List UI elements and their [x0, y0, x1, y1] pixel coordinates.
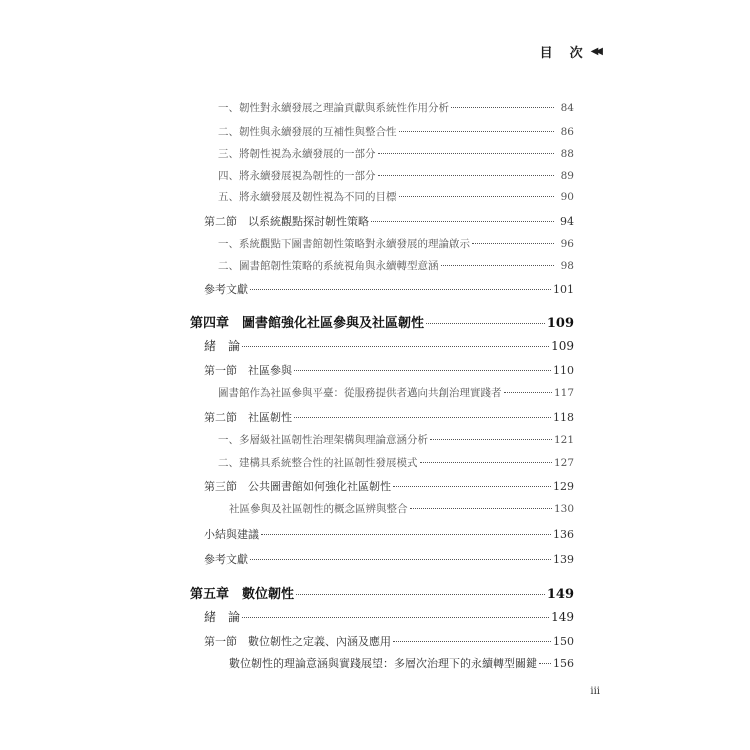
toc-entry-page: 98 [560, 260, 574, 272]
toc-entry-label: 五、將永續發展及韌性視為不同的目標 [218, 191, 397, 203]
toc-leader-dots [539, 663, 551, 664]
toc-entry[interactable] [218, 146, 574, 161]
toc-entry-label: 小結與建議 [204, 528, 259, 541]
toc-entry[interactable] [218, 432, 574, 447]
toc-entry-label: 二、圖書館韌性策略的系統視角與永續轉型意涵 [218, 260, 439, 272]
toc-entry-label: 第一節 數位韌性之定義、內涵及應用 [204, 635, 391, 648]
toc-leader-dots [451, 107, 554, 108]
toc-entry[interactable] [218, 168, 574, 183]
toc-entry[interactable] [218, 455, 574, 470]
toc-entry-label: 緒 論 [204, 610, 241, 624]
toc-entry-page: 129 [553, 480, 574, 493]
toc-entry-page: 136 [553, 528, 574, 541]
toc-leader-dots [378, 175, 555, 176]
toc-leader-dots [441, 265, 555, 266]
toc-entry[interactable] [218, 189, 574, 204]
toc-entry-page: 94 [560, 215, 574, 228]
toc-leader-dots [250, 289, 551, 290]
toc-entry-page: 110 [553, 364, 574, 377]
toc-leader-dots [426, 323, 545, 324]
toc-entry[interactable] [218, 124, 574, 139]
toc-entry-label: 四、將永續發展視為韌性的一部分 [218, 170, 376, 182]
toc-entry[interactable] [204, 337, 574, 354]
toc-leader-dots [242, 617, 549, 618]
toc-entry-label: 參考文獻 [204, 553, 248, 566]
toc-entry-label: 第四章 圖書館強化社區參與及社區韌性 [190, 316, 425, 331]
toc-entry[interactable] [204, 478, 574, 494]
toc-entry[interactable] [204, 608, 574, 625]
toc-entry[interactable] [204, 526, 574, 542]
toc-entry-label: 第二節 以系統觀點探討韌性策略 [204, 215, 369, 228]
toc-entry-label: 參考文獻 [204, 283, 248, 296]
toc-entry-page: 84 [560, 102, 574, 114]
toc-entry-page: 86 [560, 126, 574, 138]
toc-leader-dots [242, 346, 549, 347]
toc-chapter-entry[interactable] [190, 583, 574, 602]
toc-entry-page: 101 [553, 283, 574, 296]
toc-leader-dots [250, 559, 551, 560]
toc-entry-page: 127 [553, 457, 574, 469]
toc-entry[interactable] [204, 633, 574, 649]
toc-entry-page: 139 [553, 553, 574, 566]
toc-entry-label: 第三節 公共圖書館如何強化社區韌性 [204, 480, 391, 493]
toc-entry-label: 三、將韌性視為永續發展的一部分 [218, 148, 376, 160]
toc-entry[interactable] [218, 385, 574, 400]
toc-entry-page: 118 [553, 411, 574, 424]
toc-leader-dots [399, 196, 555, 197]
toc-entry-label: 二、建構具系統整合性的社區韌性發展模式 [218, 457, 418, 469]
toc-entry-page: 130 [553, 503, 574, 515]
toc-leader-dots [261, 534, 551, 535]
toc-entry-page: 117 [553, 387, 574, 399]
toc-entry-label: 一、系統觀點下圖書館韌性策略對永續發展的理論啟示 [218, 238, 470, 250]
toc-entry-label: 圖書館作為社區參與平臺：從服務提供者邁向共創治理實踐者 [218, 387, 502, 399]
toc-entry-page: 109 [546, 316, 574, 331]
toc-entry-page: 89 [560, 170, 574, 182]
toc-leader-dots [294, 417, 551, 418]
toc-leader-dots [420, 462, 552, 463]
toc-leader-dots [399, 131, 555, 132]
toc-entry-page: 150 [553, 635, 574, 648]
toc-leader-dots [294, 370, 551, 371]
toc-entry[interactable] [204, 213, 574, 229]
toc-entry-label: 第五章 數位韌性 [190, 587, 295, 602]
toc-entry-label: 二、韌性與永續發展的互補性與整合性 [218, 126, 397, 138]
toc-chapter-entry[interactable] [190, 312, 574, 331]
toc-entry-page: 88 [560, 148, 574, 160]
toc-leader-dots [472, 243, 554, 244]
header-title: 目 次 [539, 46, 585, 61]
toc-leader-dots [393, 486, 551, 487]
toc-entry[interactable] [218, 100, 574, 115]
running-header [540, 42, 600, 61]
toc-entry-label: 一、韌性對永續發展之理論貢獻與系統性作用分析 [218, 102, 449, 114]
toc-entry-page: 96 [560, 238, 574, 250]
toc-leader-dots [296, 594, 545, 595]
toc-leader-dots [393, 641, 551, 642]
toc-entry-page: 149 [551, 610, 574, 624]
toc-leader-dots [504, 392, 552, 393]
toc-leader-dots [430, 439, 552, 440]
toc-entry-page: 156 [553, 657, 574, 670]
toc-entry-page: 109 [551, 339, 574, 353]
toc-entry[interactable] [218, 236, 574, 251]
toc-entry[interactable] [204, 281, 574, 297]
toc-leader-dots [378, 153, 555, 154]
toc-entry[interactable] [204, 409, 574, 425]
header-marker-icon: ◀◀ [590, 46, 600, 57]
toc-entry[interactable] [204, 551, 574, 567]
toc-leader-dots [371, 221, 554, 222]
toc-entry-page: 149 [546, 587, 574, 602]
toc-entry[interactable] [218, 258, 574, 273]
toc-entry-label: 一、多層級社區韌性治理架構與理論意涵分析 [218, 434, 428, 446]
toc-entry-label: 社區參與及社區韌性的概念區辨與整合 [229, 503, 408, 515]
toc-entry-page: 90 [560, 191, 574, 203]
toc-entry[interactable] [204, 362, 574, 378]
toc-entry-label: 緒 論 [204, 339, 241, 353]
toc-entry[interactable] [229, 655, 574, 671]
toc-entry-label: 數位韌性的理論意涵與實踐展望：多層次治理下的永續轉型關鍵 [229, 657, 537, 670]
page-number: iii [590, 686, 600, 697]
toc-leader-dots [410, 508, 552, 509]
toc-entry-label: 第二節 社區韌性 [204, 411, 292, 424]
toc-entry[interactable] [229, 501, 574, 516]
toc-entry-label: 第一節 社區參與 [204, 364, 292, 377]
toc-entry-page: 121 [553, 434, 574, 446]
